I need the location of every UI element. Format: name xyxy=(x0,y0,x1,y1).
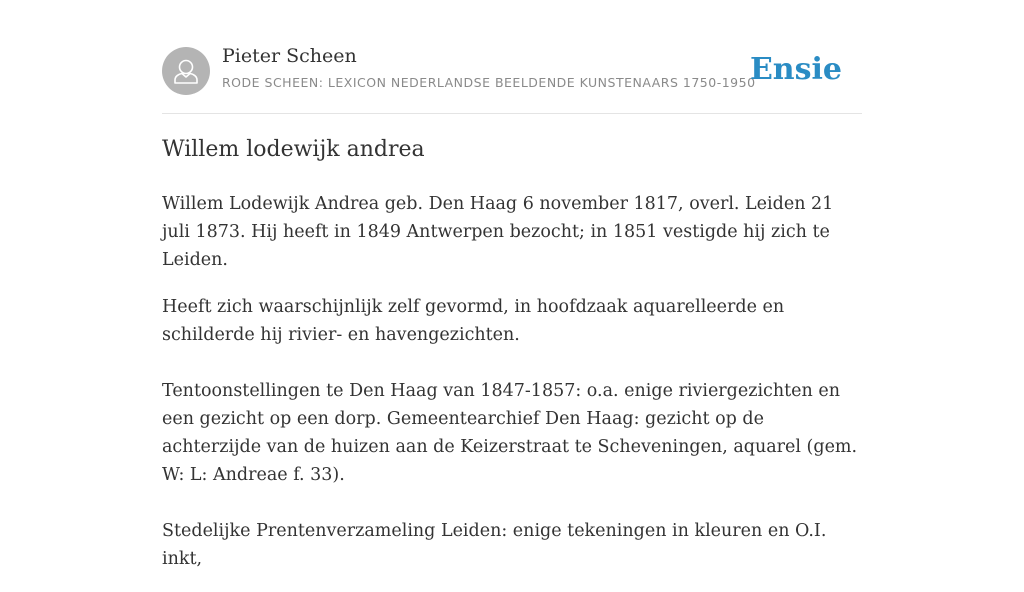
author-name[interactable]: Pieter Scheen xyxy=(222,45,357,67)
article-header xyxy=(162,0,862,114)
article-body xyxy=(162,190,862,592)
paragraph-biography: Willem Lodewijk Andrea geb. Den Haag 6 november 1817, overl. Leiden 21 juli 1873. Hij heeft in 1849 Antwerpen bezocht; in 1851 vestigde hij zich te Leiden. xyxy=(162,194,834,270)
ensie-logo[interactable]: Ensie xyxy=(749,52,842,87)
author-avatar[interactable] xyxy=(162,47,210,95)
source-label[interactable]: RODE SCHEEN: LEXICON NEDERLANDSE BEELDENDE KUNSTENAARS 1750-1950 xyxy=(222,75,756,90)
article-title: Willem lodewijk andrea xyxy=(162,137,425,162)
paragraph-exhibitions: Tentoonstellingen te Den Haag van 1847-1857: o.a. enige riviergezichten en een gezicht op een dorp. Gemeentearchief Den Haag: gezicht op de achterzijde van de huizen aan de Keizerstraat te Scheveningen, aquarel (gem. W: L: Andreae f. 33). xyxy=(162,381,858,485)
user-placeholder-icon xyxy=(162,47,210,95)
paragraph-training: Heeft zich waarschijnlijk zelf gevormd, in hoofdzaak aquarelleerde en schilderde hij rivier- en havengezichten. xyxy=(162,297,785,345)
article-container xyxy=(162,0,862,569)
paragraph-collections: Stedelijke Prentenverzameling Leiden: enige tekeningen in kleuren en O.I. inkt, xyxy=(162,521,827,569)
